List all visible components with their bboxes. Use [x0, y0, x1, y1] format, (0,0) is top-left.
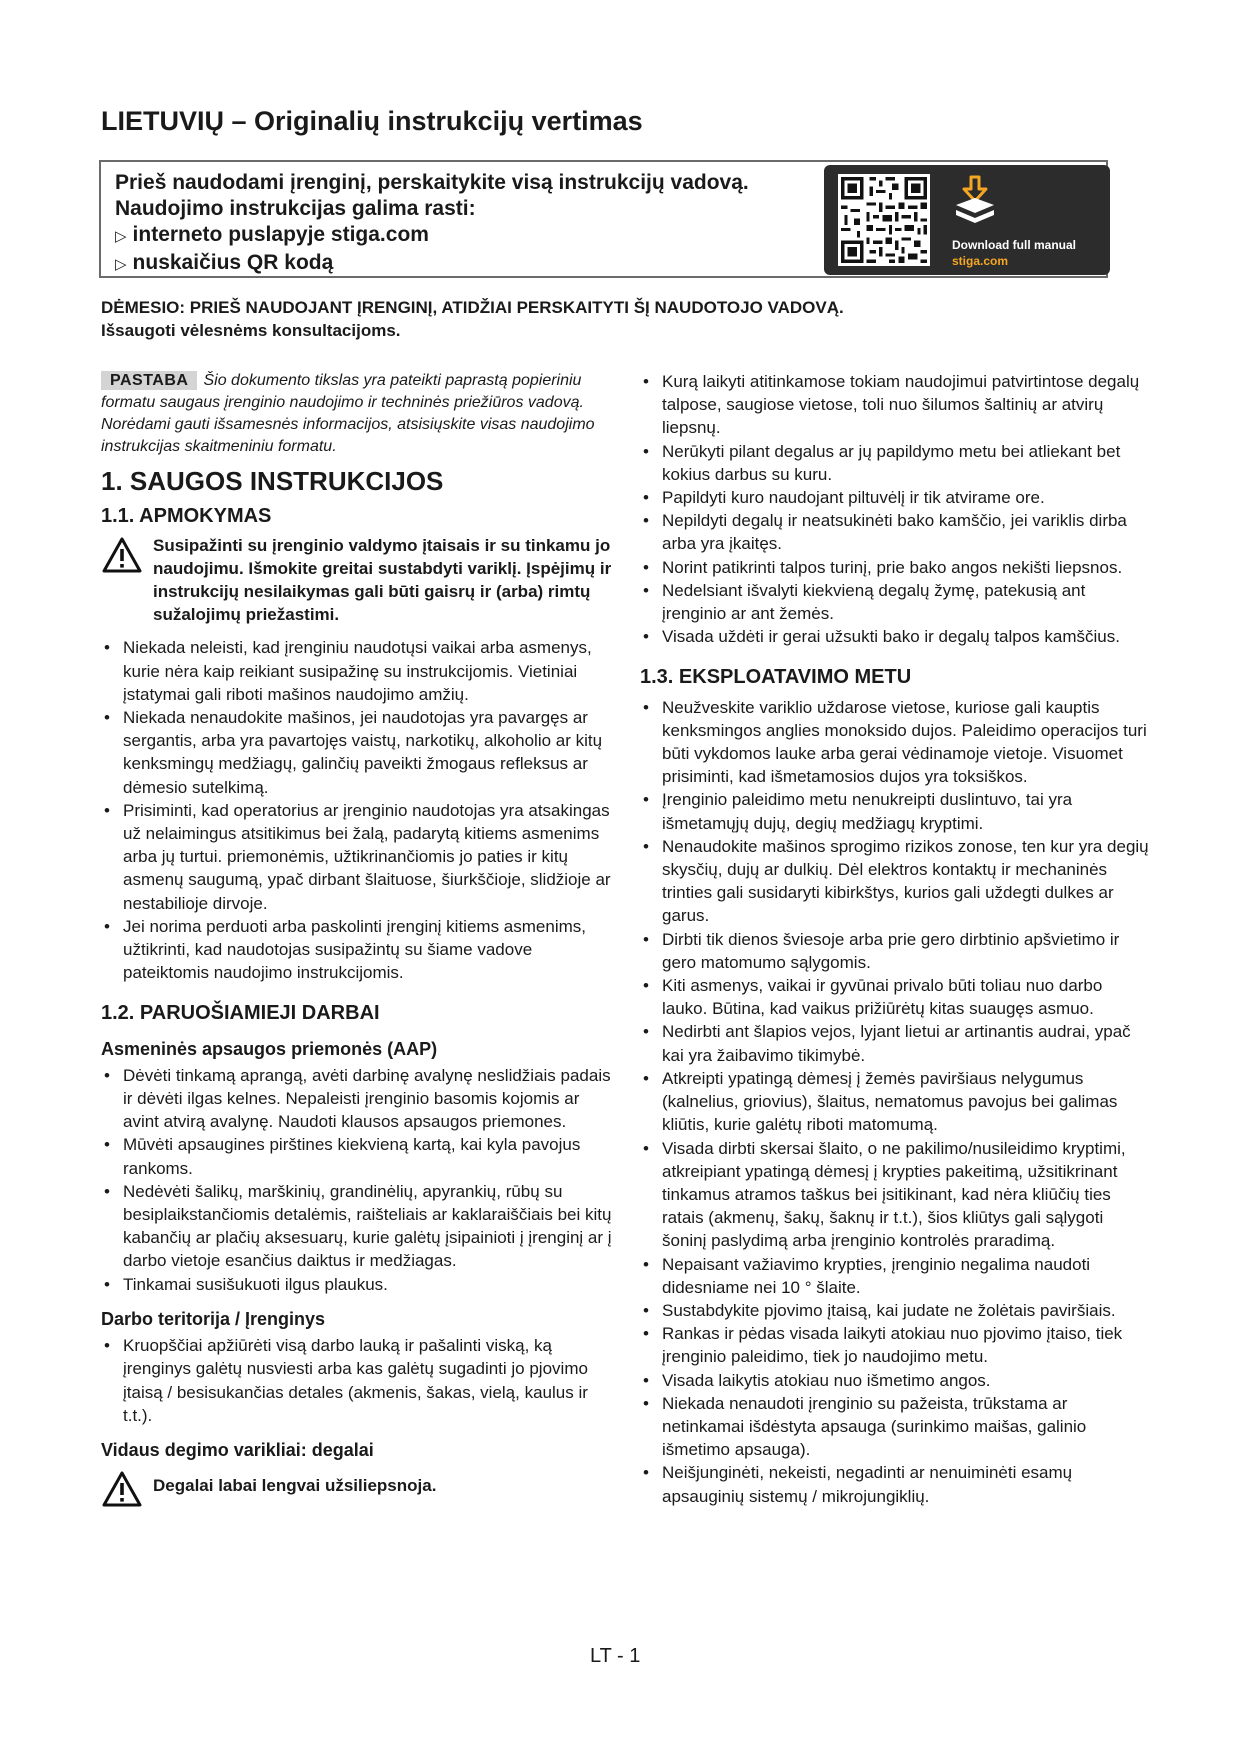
list-item: • Prisiminti, kad operatorius ar įrenginio naudotojas yra atsakingas už nelaimingus atsitikimus bei žalą, padarytą kitiems asmenims arba jų turtui. priemonėmis, užtikrinančiomis jo paties ir kitų asmenų saugumą, ypač dirbant šlaituose, šiurkščioje, slidžioje ar nestabilioje dirvoje.: [101, 799, 616, 915]
warning-triangle-icon: [101, 1470, 143, 1508]
training-caution-text: Susipažinti su įrenginio valdymo įtaisais ir su tinkamu jo naudojimu. Išmokite greitai sustabdyti variklį. Įspėjimų ir instrukcijų nesilaikymas gali būti gaisrų ir (arba) rimtų sužalojimų priežastimi.: [153, 536, 612, 625]
list-item: • Nenaudokite mašinos sprogimo rizikos zonose, ten kur yra degių skysčių, dujų ar dulkių. Dėl elektros kontaktų ir mechaninės trinties gali susidaryti kibirkštys, kurios gali uždegti dulkes ar garus.: [640, 835, 1150, 928]
info-line-read: Prieš naudodami įrenginį, perskaitykite visą instrukcijų vadovą.: [115, 171, 749, 194]
info-line-where: Naudojimo instrukcijas galima rasti:: [115, 197, 476, 220]
list-item: • Atkreipti ypatingą dėmesį į žemės paviršiaus nelygumus (kalnelius, griovius), šlaitus, nematomus pavojus bei galimas kliūtis, kurie galėtų riboti matomumą.: [640, 1067, 1150, 1137]
list-item: • Įrenginio paleidimo metu nenukreipti duslintuvo, tai yra išmetamųjų dujų, degių medžiagų kryptimi.: [640, 788, 1150, 834]
page-number: LT - 1: [590, 1645, 641, 1667]
list-item: • Nepildyti degalų ir neatsukinėti bako kamščio, jei variklis dirba arba yra įkaitęs.: [640, 509, 1150, 555]
list-item: • Visada uždėti ir gerai užsukti bako ir degalų talpos kamščius.: [640, 625, 1150, 648]
note-text-1: Šio dokumento tikslas yra pateikti paprastą popieriniu formatu saugaus įrenginio naudojimo ir techninės priežiūros vadovą.: [101, 372, 584, 411]
list-item: • Nedirbti ant šlapios vejos, lyjant lietui ar artinantis audrai, ypač kai yra žaibavimo tikimybė.: [640, 1020, 1150, 1066]
fuel-list: [640, 370, 1150, 648]
download-link[interactable]: stiga.com: [952, 254, 1009, 268]
download-label: [952, 237, 1076, 269]
info-lines: [115, 170, 749, 278]
triangle-bullet-icon: ▷: [115, 228, 127, 245]
work-area-title: Darbo teritorija / Įrenginys: [101, 1308, 326, 1329]
download-manual-text: Download full manual: [952, 238, 1077, 252]
document-title: LIETUVIŲ – Originalių instrukcijų vertimas: [101, 106, 643, 136]
list-item: • Niekada nenaudokite mašinos, jei naudotojas yra pavargęs ar sergantis, arba yra pavartojęs vaistų, narkotikų, alkoholio ar kitų kenksmingų medžiagų, galinčių paveikti žmogaus refleksus ar dėmesio sutelkimą.: [101, 706, 616, 799]
fuel-caution: [101, 1468, 616, 1508]
ppe-title: Asmeninės apsaugos priemonės (AAP): [101, 1038, 438, 1059]
list-item: • Nedėvėti šalikų, marškinių, grandinėlių, apyrankių, rūbų su besiplaikstančiomis detalėmis, raišteliais ar kaklaraiščiais bei kitų kabančių ar plačių aksesuarų, kurie galėtų įsipainioti į įrenginį ar į darbo vietoje esančius daiktus ir medžiagas.: [101, 1180, 616, 1273]
fuel-title: Vidaus degimo varikliai: degalai: [101, 1439, 374, 1460]
list-item: • Niekada neleisti, kad įrenginiu naudotųsi vaikai arba asmenys, kurie nėra kaip reikiant susipažinę su instrukcijomis. Vietiniai įstatymai gali riboti mašinos naudojimo amžių.: [101, 636, 616, 706]
list-item: • Dirbti tik dienos šviesoje arba prie gero dirbtinio apšvietimo ir gero matomumo sąlygomis.: [640, 928, 1150, 974]
ppe-list: [101, 1064, 616, 1296]
subsection-title-operation: 1.3. EKSPLOATAVIMO METU: [640, 666, 912, 689]
subsection-title-preparation: 1.2. PARUOŠIAMIEJI DARBAI: [101, 1002, 380, 1025]
qr-text: nuskaičius QR kodą: [132, 251, 334, 274]
list-item: • Tinkamai susišukuoti ilgus plaukus.: [101, 1273, 616, 1296]
list-item: • Nedelsiant išvalyti kiekvieną degalų žymę, patekusią ant įrenginio ar ant žemės.: [640, 579, 1150, 625]
website-text: interneto puslapyje stiga.com: [132, 223, 429, 246]
note-label: PASTABA: [101, 371, 197, 390]
list-item: • Norint patikrinti talpos turinį, prie bako angos nekišti liepsnos.: [640, 556, 1150, 579]
list-item: • Sustabdykite pjovimo įtaisą, kai judate ne žolėtais paviršiais.: [640, 1299, 1150, 1322]
list-item: • Mūvėti apsaugines pirštines kiekvieną kartą, kai kyla pavojus rankoms.: [101, 1133, 616, 1179]
list-item: • Rankas ir pėdas visada laikyti atokiau nuo pjovimo įtaiso, tiek įrenginio paleidimo, tiek jo naudojimo metu.: [640, 1322, 1150, 1368]
list-item: • Jei norima perduoti arba paskolinti įrenginį kitiems asmenims, užtikrinti, kad naudotojas susipažintų su šiame vadove pateiktomis naudojimo instrukcijomis.: [101, 915, 616, 985]
list-item: • Nepaisant važiavimo krypties, įrenginio negalima naudoti didesniame nei 10 ° šlaite.: [640, 1253, 1150, 1299]
list-item: • Kiti asmenys, vaikai ir gyvūnai privalo būti toliau nuo darbo lauko. Būtina, kad vaikus prižiūrėtų kitas suaugęs asmuo.: [640, 974, 1150, 1020]
fuel-caution-text: Degalai labai lengvai užsiliepsnoja.: [153, 1476, 437, 1496]
note-paragraph-1: [101, 370, 616, 414]
training-list: [101, 636, 616, 984]
warning-triangle-icon: [101, 536, 143, 574]
training-caution: [101, 534, 616, 626]
info-line-qr: [115, 250, 749, 278]
safety-warning: [101, 296, 844, 342]
triangle-bullet-icon: ▷: [115, 256, 127, 273]
info-line-website: [115, 222, 749, 250]
list-item: • Neužveskite variklio uždarose vietose, kuriose gali kauptis kenksmingos anglies monoksido dujos. Paleidimo operacijos turi būti vykdomos lauke arba gerai vėdinamoje vietoje. Visuomet prisiminti, kad išmetamosios dujos yra toksiškos.: [640, 696, 1150, 789]
list-item: • Visada laikytis atokiau nuo išmetimo angos.: [640, 1369, 1150, 1392]
list-item: • Dėvėti tinkamą aprangą, avėti darbinę avalynę neslidžiais padais ir dėvėti ilgas kelnes. Nepaleisti įrenginio basomis kojomis ar avint atvirą avalynę. Naudoti klausos apsaugos priemones.: [101, 1064, 616, 1134]
operation-list: [640, 696, 1150, 1508]
qr-code-icon[interactable]: [838, 174, 930, 266]
list-item: • Visada dirbti skersai šlaito, o ne pakilimo/nusileidimo kryptimi, atkreipiant ypatingą dėmesį į krypties pakeitimą, užsitikrinant tinkamus atramos taškus bei įsitikinant, kad nėra kliūčių ties ratais (akmenų, šakų, šaknų ir t.t.), šios kliūtys gali sąlygoti šoninį paslydimą arba įrenginio kontrolės praradimą.: [640, 1137, 1150, 1253]
download-manual-icon: [952, 175, 998, 225]
list-item: • Niekada nenaudoti įrenginio su pažeista, trūkstama ar netinkamai išdėstyta apsauga (surinkimo maišas, galinio išmetimo apsauga).: [640, 1392, 1150, 1462]
warning-line-keep: Išsaugoti vėlesnėms konsultacijoms.: [101, 321, 401, 340]
note-text-2: Norėdami gauti išsamesnės informacijos, atsisiųskite visas naudojimo instrukcijas skaitmeniniu formatu.: [101, 416, 595, 455]
note-block: [101, 370, 616, 458]
subsection-title-training: 1.1. APMOKYMAS: [101, 505, 272, 528]
section-title-safety: 1. SAUGOS INSTRUKCIJOS: [101, 466, 444, 496]
left-column: [101, 370, 616, 1518]
list-item: • Papildyti kuro naudojant piltuvėlį ir tik atvirame ore.: [640, 486, 1150, 509]
list-item: • Neišjunginėti, nekeisti, negadinti ar nenuiminėti esamų apsauginių sistemų / mikrojungiklių.: [640, 1461, 1150, 1507]
warning-line-read: DĖMESIO: PRIEŠ NAUDOJANT ĮRENGINĮ, ATIDŽIAI PERSKAITYTI ŠĮ NAUDOTOJO VADOVĄ.: [101, 298, 844, 317]
list-item: • Kruopščiai apžiūrėti visą darbo lauką ir pašalinti viską, ką įrenginys galėtų nusviesti arba kas galėtų sugadinti jo pjovimo įtaisą / besisukančias detales (akmenis, šakas, vielą, kaulus ir t.t.).: [101, 1334, 616, 1427]
right-column: [640, 370, 1150, 1508]
list-item: • Nerūkyti pilant degalus ar jų papildymo metu bei atliekant bet kokius darbus su kuru.: [640, 440, 1150, 486]
work-area-list: [101, 1334, 616, 1427]
list-item: • Kurą laikyti atitinkamose tokiam naudojimui patvirtintose degalų talpose, saugiose vietose, toli nuo šilumos šaltinių ar atvirų liepsnų.: [640, 370, 1150, 440]
info-box: [99, 160, 1108, 278]
download-panel[interactable]: [824, 165, 1110, 275]
